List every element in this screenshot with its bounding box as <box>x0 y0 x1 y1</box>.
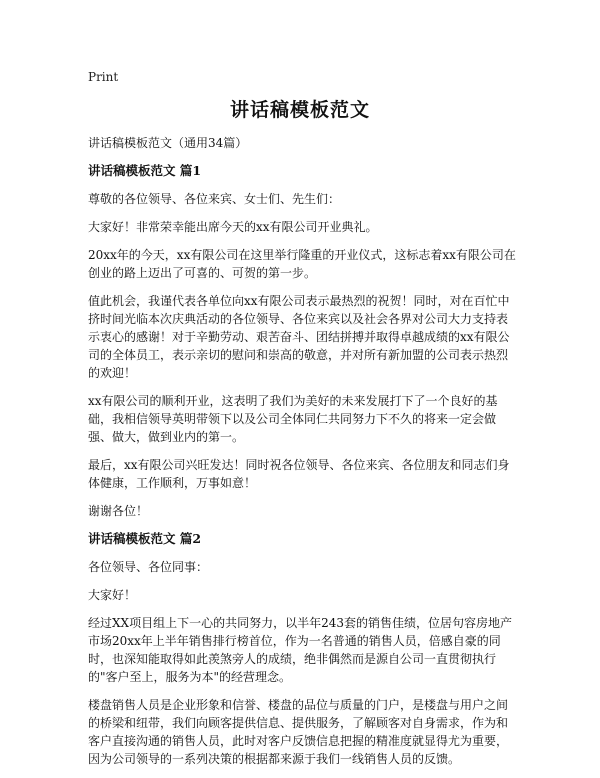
page-title: 讲话稿模板范文 <box>229 99 370 121</box>
print-link[interactable]: Print <box>88 70 119 84</box>
section-heading: 讲话稿模板范文 篇1 <box>88 163 202 178</box>
paragraph: 大家好！ <box>88 588 137 602</box>
paragraph: 尊敬的各位领导、各位来宾、女士们、先生们： <box>88 192 341 206</box>
paragraph: xx有限公司的顺利开业，这表明了我们为美好的未来发展打下了一个良好的基础，我相信领导英明带领下以及公司全体同仁共同努力下不久的将来一定会做强、做大，做到业内的第一。 <box>88 394 498 444</box>
paragraph: 20xx年的今天，xx有限公司在这里举行隆重的开业仪式，这标志着xx有限公司在创业的路上迈出了可喜的、可贺的第一步。 <box>88 248 516 280</box>
document-body <box>88 134 516 778</box>
paragraph: 大家好！非常荣幸能出席今天的xx有限公司开业典礼。 <box>88 220 378 234</box>
paragraph: 经过XX项目组上下一心的共同努力，以半年243套的销售佳绩，位居句容房地产市场20xx年上半年销售排行榜首位，作为一名普通的销售人员，倍感自豪的同时，也深知能取得如此羡煞旁人的成绩，绝非偶然而是源自公司一直贯彻执行的"客户至上，服务为本"的经营理念。 <box>88 616 512 684</box>
paragraph: 值此机会，我谨代表各单位向xx有限公司表示最热烈的祝贺！同时，对在百忙中挤时间光临本次庆典活动的各位领导、各位来宾以及社会各界对公司大力支持表示衷心的感谢！对于辛勤劳动、艰苦奋斗、团结拼搏并取得卓越成绩的xx有限公司的全体员工，表示亲切的慰问和崇高的敬意，并对所有新加盟的公司表示热烈的欢迎！ <box>88 294 510 380</box>
section-heading: 讲话稿模板范文 篇2 <box>88 531 202 546</box>
paragraph: 楼盘销售人员是企业形象和信誉、楼盘的品位与质量的门户，是楼盘与用户之间的桥梁和纽带，我们向顾客提供信息、提供服务，了解顾客对自身需求，作为和客户直接沟通的销售人员，此时对客户反馈信息把握的精准度就显得尤为重要，因为公司领导的一系列决策的根据都来源于我们一线销售人员的反馈。 <box>88 698 509 766</box>
paragraph: 最后，xx有限公司兴旺发达！同时祝各位领导、各位来宾、各位朋友和同志们身体健康，工作顺利，万事如意！ <box>88 458 510 490</box>
document-subtitle: 讲话稿模板范文（通用34篇） <box>88 136 248 150</box>
paragraph: 谢谢各位！ <box>88 504 149 518</box>
paragraph: 各位领导、各位同事： <box>88 560 209 574</box>
